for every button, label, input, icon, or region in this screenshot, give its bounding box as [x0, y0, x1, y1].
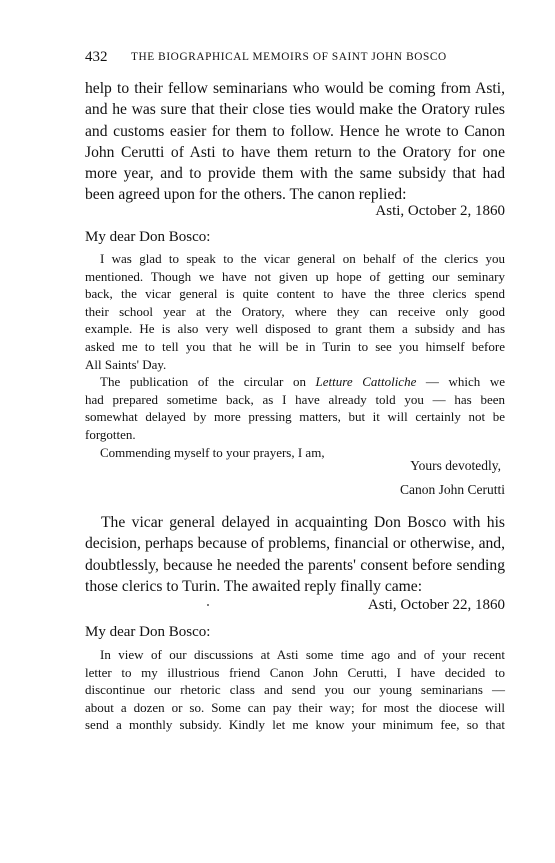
letter1-salutation: My dear Don Bosco: — [85, 229, 211, 245]
text-line: mentioned. Though we have not given up hope of getting our seminary — [85, 268, 505, 284]
running-title: THE BIOGRAPHICAL MEMOIRS OF SAINT JOHN BOSCO — [131, 51, 447, 63]
text-fragment: The publication of the circular on — [100, 374, 316, 390]
text-line: and he was sure that their close ties would make the Oratory rules — [85, 101, 505, 119]
text-fragment: — which we — [416, 374, 506, 390]
text-line: In view of our discussions at Asti some time ago and of your recent — [100, 647, 505, 662]
body-paragraph-2 — [85, 512, 505, 597]
text-line: All Saints' Day. — [85, 356, 167, 372]
text-line: and customs easier for them to follow. Hence he wrote to Canon — [85, 122, 505, 140]
letter1-closing: Yours devotedly, — [410, 458, 501, 473]
print-speck — [207, 604, 209, 606]
italic-title: Letture Cattoliche — [315, 374, 417, 390]
text-line: The vicar general delayed in acquainting Don Bosco with his — [101, 514, 505, 531]
text-line: somewhat delayed by more pressing matters, but it will certainly not be — [85, 409, 505, 425]
text-line: their school year at the Oratory, where they can receive only good — [85, 303, 505, 319]
letter1-body — [85, 250, 505, 461]
text-line: decision, perhaps because of problems, financial or otherwise, and, — [85, 535, 505, 553]
text-line: those clerics to Turin. The awaited reply finally came: — [85, 577, 423, 595]
letter1-dateline: Asti, October 2, 1860 — [375, 203, 505, 219]
text-line: John Cerutti of Asti to have them return to the Oratory for one — [85, 143, 505, 161]
text-line: send a monthly subsidy. Kindly let me know your minimum fee, so that — [85, 717, 505, 733]
text-line: asked me to tell you that he will be in Turin to see you himself before — [85, 338, 505, 354]
letter2-dateline: Asti, October 22, 1860 — [367, 597, 505, 613]
text-line: doubtlessly, because he needed the parents' consent before sending — [85, 556, 505, 574]
text-line: more year, and to provide them with the same subsidy that had — [85, 165, 505, 183]
letter2-salutation: My dear Don Bosco: — [85, 624, 211, 640]
body-paragraph-1 — [85, 78, 505, 206]
text-line: been agreed upon for the others. The canon replied: — [85, 186, 407, 204]
text-line — [85, 373, 505, 391]
letter2-body — [85, 646, 505, 734]
text-line: forgotten. — [85, 426, 136, 442]
text-line: had prepared sometime back, as I have already told you — has been — [85, 391, 505, 407]
text-line: I was glad to speak to the vicar general on behalf of the clerics you — [100, 251, 505, 266]
text-line: Commending myself to your prayers, I am, — [100, 444, 325, 460]
text-line: letter to my illustrious friend Canon John Cerutti, I have decided to — [85, 664, 505, 680]
text-line: example. He is also very well disposed to grant them a subsidy and has — [85, 321, 505, 337]
text-line: help to their fellow seminarians who would be coming from Asti, — [85, 80, 505, 97]
text-line: about a dozen or so. Some can pay their way; for most the diocese will — [85, 699, 505, 715]
text-line: discontinue our rhetoric class and send you our young seminarians — — [85, 682, 505, 698]
letter1-signature: Canon John Cerutti — [400, 482, 505, 497]
text-line: back, the vicar general is quite content to have the three clerics spend — [85, 286, 505, 302]
running-header — [85, 49, 505, 69]
page-number: 432 — [85, 49, 108, 65]
